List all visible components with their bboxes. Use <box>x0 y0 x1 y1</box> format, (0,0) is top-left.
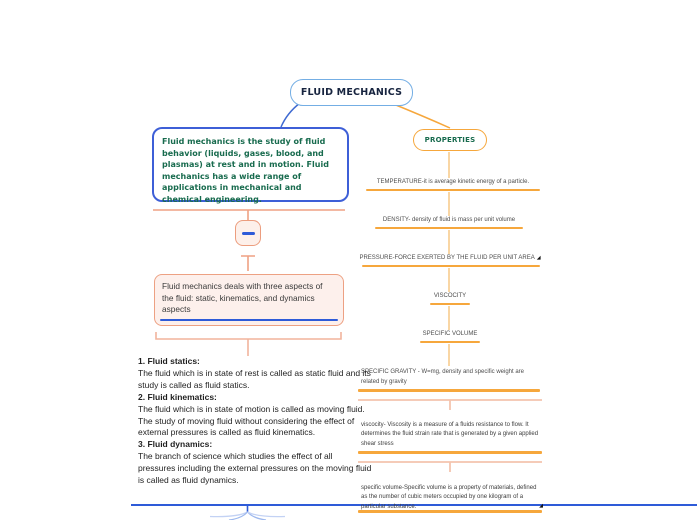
branch-line-to-definition <box>281 103 300 127</box>
properties-summary-bracket-2 <box>358 462 542 472</box>
central-topic-label: FLUID MECHANICS <box>300 87 403 98</box>
summary-bracket-definition <box>153 210 345 220</box>
aspect-heading: 2. Fluid kinematics: <box>138 391 217 402</box>
aspects-text: Fluid mechanics deals with three aspects of the fluid: static, kinematics, and dynamics aspects <box>162 281 323 314</box>
fluid-aspects-list[interactable] <box>138 356 372 487</box>
topic-underline <box>358 451 542 454</box>
topic-underline <box>366 189 540 191</box>
topic-underline <box>362 265 540 267</box>
property-item-density[interactable]: DENSITY- density of fluid is mass per unit volume <box>382 217 516 223</box>
aspect-heading: 3. Fluid dynamics: <box>138 439 213 450</box>
property-item-pressure[interactable]: PRESSURE-FORCE EXERTED BY THE FLUID PER UNIT AREA ◢ <box>359 255 541 261</box>
property-item-viscocity[interactable]: VISCOCITY <box>433 293 467 299</box>
central-topic-node[interactable] <box>290 79 413 106</box>
property-item-specific-gravity[interactable]: SPECIFIC GRAVITY - W=mg, density and specific weight are related by gravity <box>361 369 525 385</box>
aspects-underline <box>160 319 338 322</box>
note-viscocity[interactable]: viscocity- Viscosity is a measure of a fluids resistance to flow. It determines the fluid strain rate that is generated by a given applied shear stress <box>361 422 539 447</box>
definition-text: Fluid mechanics is the study of fluid behavior (liquids, gases, blood, and plasmas) at rest and in motion. Fluid mechanics has a wide range of applications in mechanical and chemical engineering. <box>162 137 329 204</box>
branch-line-to-properties <box>391 103 450 128</box>
topic-underline <box>420 341 480 343</box>
properties-label: PROPERTIES <box>424 136 476 144</box>
properties-topic-node[interactable] <box>413 129 487 151</box>
aspects-topic-node[interactable] <box>154 274 344 326</box>
aspect-body: The fluid which is in state of rest is called as static fluid and its study is called as fluid statics. <box>138 367 371 390</box>
topic-underline <box>358 389 540 392</box>
aspect-body: The fluid which is in state of motion is called as moving fluid. The study of moving fluid without considering the effect of external pressures is called as fluid kinematics. <box>138 403 365 438</box>
fan-branch-lines <box>210 506 285 520</box>
aspect-heading: 1. Fluid statics: <box>138 356 200 366</box>
minus-icon <box>242 232 255 235</box>
topic-underline <box>358 510 542 513</box>
more-indicator-icon: ◢ <box>539 502 543 509</box>
collapse-button[interactable] <box>235 220 261 246</box>
topic-underline <box>430 303 470 305</box>
collapse-connector <box>241 256 255 271</box>
topic-underline <box>375 227 523 229</box>
aspect-body: The branch of science which studies the effect of all pressures including the external pressures on the moving fluid is called as fluid dynamics. <box>138 451 372 486</box>
definition-topic-node[interactable] <box>152 127 349 202</box>
summary-bracket-aspects <box>156 332 341 356</box>
more-indicator-icon: ◢ <box>536 255 541 261</box>
note-specific-volume[interactable]: specific volume-Specific volume is a property of materials, defined as the number of cubic meters occupied by one kilogram of a particular substance. ◢ <box>361 485 543 510</box>
property-item-specific-volume[interactable]: SPECIFIC VOLUME <box>422 331 478 337</box>
properties-summary-bracket-1 <box>358 400 542 410</box>
property-item-temperature[interactable]: TEMPERATURE-it is average kinetic energy of a particle. <box>376 179 530 185</box>
